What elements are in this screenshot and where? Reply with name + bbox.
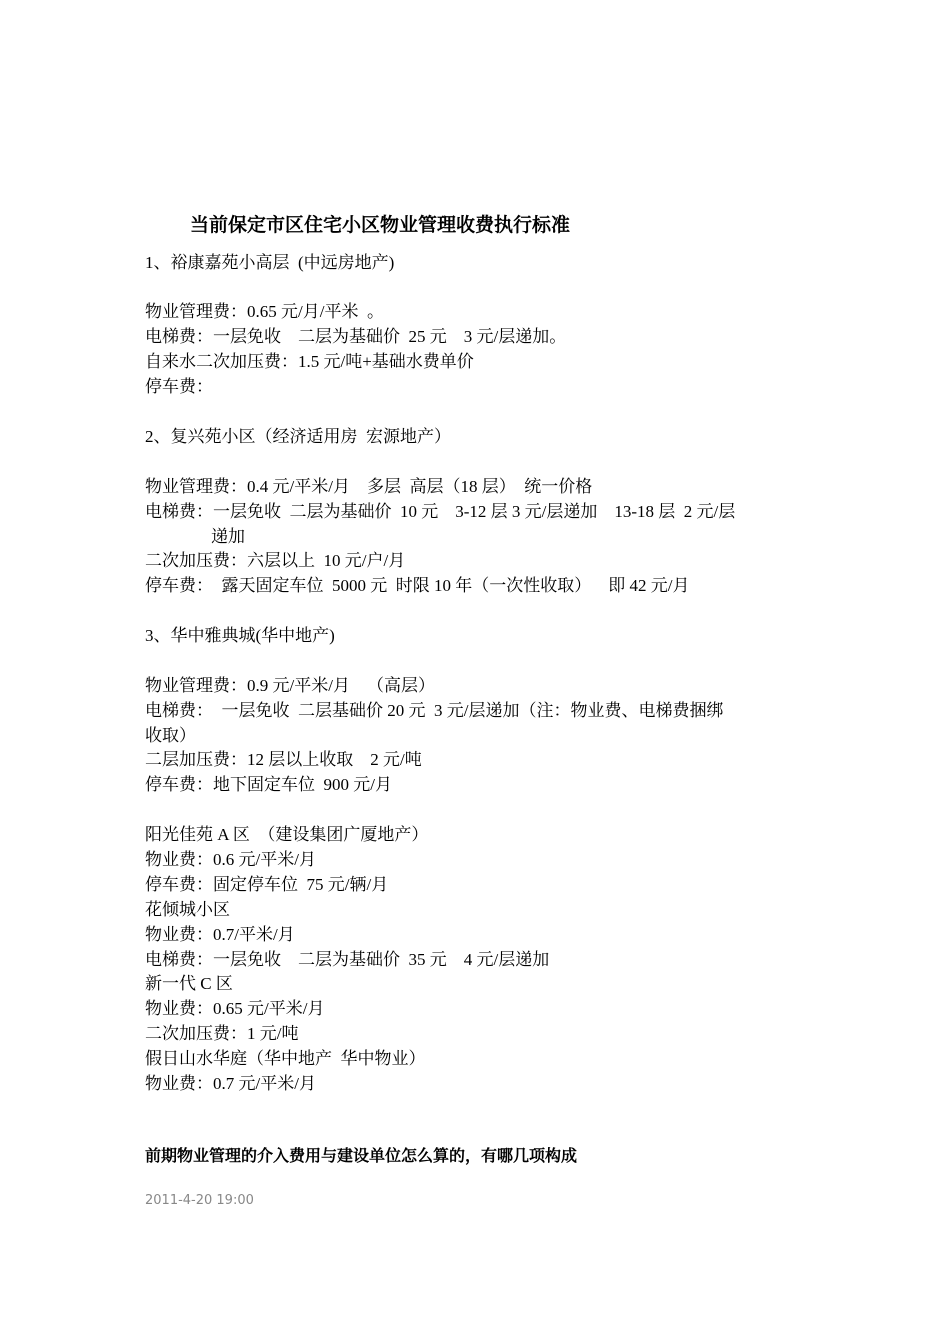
- text-line-continuation: 递加: [211, 527, 245, 546]
- text-line: 物业费：0.7 元/平米/月: [145, 1074, 316, 1093]
- community-heading: 新一代 C 区: [145, 974, 233, 993]
- question-heading: 前期物业管理的介入费用与建设单位怎么算的，有哪几项构成: [145, 1146, 578, 1165]
- document-title: 当前保定市区住宅小区物业管理收费执行标准: [190, 214, 571, 236]
- text-line: 二次加压费：六层以上 10 元/户/月: [145, 551, 406, 570]
- community-heading: 阳光佳苑 A 区 （建设集团广厦地产）: [145, 825, 429, 844]
- text-line: 电梯费：一层免收 二层为基础价 10 元 3-12 层 3 元/层递加 13-18 层 2 元/层: [145, 502, 736, 521]
- timestamp: 2011-4-20 19:00: [145, 1193, 254, 1208]
- text-line: 物业费：0.6 元/平米/月: [145, 850, 316, 869]
- text-line: 收取）: [145, 726, 196, 745]
- text-line: 二层加压费：12 层以上收取 2 元/吨: [145, 750, 422, 769]
- text-line: 电梯费：一层免收 二层为基础价 25 元 3 元/层递加。: [145, 327, 567, 346]
- community-heading: 假日山水华庭（华中地产 华中物业）: [145, 1049, 426, 1068]
- text-line: 电梯费： 一层免收 二层基础价 20 元 3 元/层递加（注：物业费、电梯费捆绑: [145, 701, 724, 720]
- text-line: 物业费：0.65 元/平米/月: [145, 999, 325, 1018]
- text-line: 停车费：: [145, 377, 213, 396]
- section-3-heading: 3、华中雅典城(华中地产): [145, 626, 335, 645]
- text-line: 停车费：地下固定车位 900 元/月: [145, 775, 392, 794]
- section-1-heading: 1、裕康嘉苑小高层 (中远房地产): [145, 253, 395, 272]
- text-line: 物业费：0.7/平米/月: [145, 925, 295, 944]
- section-2-heading: 2、复兴苑小区（经济适用房 宏源地产）: [145, 427, 451, 446]
- text-line: 物业管理费：0.4 元/平米/月 多层 高层（18 层） 统一价格: [145, 477, 593, 496]
- text-line: 停车费： 露天固定车位 5000 元 时限 10 年（一次性收取） 即 42 元/月: [145, 576, 690, 595]
- text-line: 二次加压费：1 元/吨: [145, 1024, 299, 1043]
- text-line: 电梯费：一层免收 二层为基础价 35 元 4 元/层递加: [145, 950, 550, 969]
- text-line: 物业管理费：0.9 元/平米/月 （高层）: [145, 676, 435, 695]
- community-heading: 花倾城小区: [145, 900, 230, 919]
- text-line: 停车费：固定停车位 75 元/辆/月: [145, 875, 389, 894]
- text-line: 物业管理费：0.65 元/月/平米 。: [145, 302, 384, 321]
- text-line: 自来水二次加压费：1.5 元/吨+基础水费单价: [145, 352, 474, 371]
